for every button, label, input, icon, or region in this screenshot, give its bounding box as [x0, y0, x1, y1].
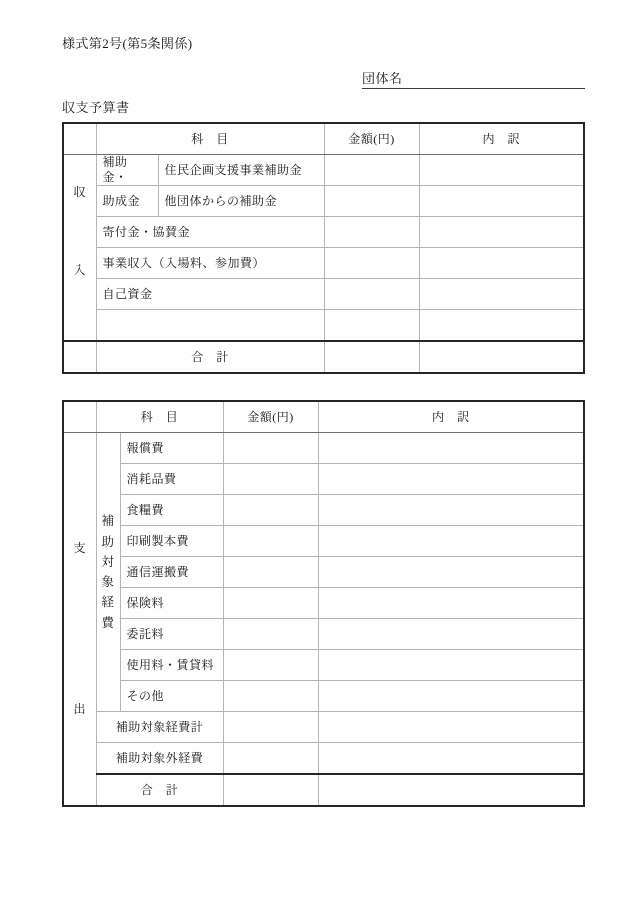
expense-item-name: 消耗品費 [120, 464, 223, 495]
expense-amount-cell[interactable] [223, 588, 318, 619]
income-item-name: 他団体からの補助金 [158, 186, 324, 217]
expense-breakdown-cell[interactable] [318, 557, 584, 588]
income-breakdown-cell[interactable] [419, 248, 584, 279]
income-total-row [63, 341, 584, 373]
table-row [63, 557, 584, 588]
table-row [63, 186, 584, 217]
expense-total-amount[interactable] [223, 774, 318, 806]
expense-breakdown-cell[interactable] [318, 464, 584, 495]
income-total-breakdown[interactable] [419, 341, 584, 373]
expense-side-label [63, 433, 96, 807]
income-breakdown-cell[interactable] [419, 279, 584, 310]
income-group-subsidy-line2: 助成金 [96, 186, 158, 217]
table-row [63, 217, 584, 248]
income-breakdown-cell[interactable] [419, 310, 584, 342]
expense-item-name: 使用料・賃貸料 [120, 650, 223, 681]
expense-amount-cell[interactable] [223, 681, 318, 712]
table-row [63, 464, 584, 495]
income-item-blank[interactable] [96, 310, 324, 342]
organization-name-field[interactable] [362, 68, 585, 89]
subsidy-total-amount[interactable] [223, 712, 318, 743]
expense-total-row [63, 774, 584, 806]
income-total-label: 合 計 [96, 341, 324, 373]
expense-amount-cell[interactable] [223, 619, 318, 650]
expense-amount-cell[interactable] [223, 557, 318, 588]
income-breakdown-cell[interactable] [419, 155, 584, 186]
income-amount-cell[interactable] [324, 186, 419, 217]
income-corner-cell [63, 123, 96, 155]
document-title: 収支予算書 [62, 100, 130, 115]
income-amount-cell[interactable] [324, 279, 419, 310]
expense-header-item: 科 目 [96, 401, 223, 433]
vlabel-char: 費 [101, 615, 115, 630]
expense-header-amount: 金額(円) [223, 401, 318, 433]
vlabel-char: 象 [101, 575, 115, 589]
income-item-name: 自己資金 [96, 279, 324, 310]
non-subsidy-amount[interactable] [223, 743, 318, 775]
expense-amount-cell[interactable] [223, 433, 318, 464]
expense-amount-cell[interactable] [223, 464, 318, 495]
expense-breakdown-cell[interactable] [318, 650, 584, 681]
income-header-breakdown: 内 訳 [419, 123, 584, 155]
expense-breakdown-cell[interactable] [318, 526, 584, 557]
income-side-label-top: 収 [73, 185, 86, 199]
expense-amount-cell[interactable] [223, 526, 318, 557]
table-row [63, 433, 584, 464]
income-item-name: 事業収入（入場料、参加費） [96, 248, 324, 279]
income-side-label-bottom: 入 [73, 263, 86, 277]
expense-table [62, 400, 585, 807]
form-code: 様式第2号(第5条関係) [62, 36, 193, 51]
organization-name-label: 団体名 [362, 71, 403, 86]
expense-item-name: 印刷製本費 [120, 526, 223, 557]
non-subsidy-breakdown[interactable] [318, 743, 584, 775]
table-row [63, 248, 584, 279]
table-row [63, 650, 584, 681]
expense-item-name: 報償費 [120, 433, 223, 464]
subsidy-total-label: 補助対象経費計 [96, 712, 223, 743]
vlabel-char: 経 [101, 595, 115, 610]
income-amount-cell[interactable] [324, 248, 419, 279]
expense-breakdown-cell[interactable] [318, 681, 584, 712]
vlabel-char: 対 [101, 554, 115, 569]
income-header-row [63, 123, 584, 155]
income-breakdown-cell[interactable] [419, 217, 584, 248]
table-row [63, 310, 584, 342]
subsidy-total-breakdown[interactable] [318, 712, 584, 743]
expense-breakdown-cell[interactable] [318, 495, 584, 526]
expense-side-label-bottom: 出 [73, 702, 86, 716]
income-amount-cell[interactable] [324, 217, 419, 248]
expense-breakdown-cell[interactable] [318, 619, 584, 650]
non-subsidy-label: 補助対象外経費 [96, 743, 223, 775]
expense-side-label-top: 支 [73, 541, 86, 555]
expense-summary-row [63, 712, 584, 743]
vlabel-char: 助 [101, 534, 115, 549]
income-item-name: 寄付金・協賛金 [96, 217, 324, 248]
expense-item-name: 保険料 [120, 588, 223, 619]
expense-amount-cell[interactable] [223, 495, 318, 526]
table-row [63, 495, 584, 526]
income-group-subsidy-line1: 補助金・ [96, 155, 158, 186]
expense-breakdown-cell[interactable] [318, 433, 584, 464]
income-header-item: 科 目 [96, 123, 324, 155]
income-header-amount: 金額(円) [324, 123, 419, 155]
expense-header-row [63, 401, 584, 433]
expense-total-label: 合 計 [96, 774, 223, 806]
income-breakdown-cell[interactable] [419, 186, 584, 217]
income-amount-cell[interactable] [324, 155, 419, 186]
vlabel-char: 補 [101, 514, 115, 529]
table-row [63, 681, 584, 712]
table-row [63, 588, 584, 619]
expense-item-name: 委託料 [120, 619, 223, 650]
expense-item-name: 食糧費 [120, 495, 223, 526]
expense-breakdown-cell[interactable] [318, 588, 584, 619]
table-row [63, 619, 584, 650]
expense-item-name: 通信運搬費 [120, 557, 223, 588]
table-row [63, 526, 584, 557]
expense-corner-cell [63, 401, 96, 433]
table-row [63, 279, 584, 310]
income-table [62, 122, 585, 374]
expense-summary-row [63, 743, 584, 775]
table-row [63, 155, 584, 186]
expense-amount-cell[interactable] [223, 650, 318, 681]
expense-total-breakdown[interactable] [318, 774, 584, 806]
income-item-name: 住民企画支援事業補助金 [158, 155, 324, 186]
expense-item-name: その他 [120, 681, 223, 712]
subsidy-target-vertical-label [96, 433, 120, 712]
expense-header-breakdown: 内 訳 [318, 401, 584, 433]
income-amount-cell[interactable] [324, 310, 419, 342]
income-total-side-spacer [63, 341, 96, 373]
income-side-label [63, 155, 96, 342]
income-total-amount[interactable] [324, 341, 419, 373]
